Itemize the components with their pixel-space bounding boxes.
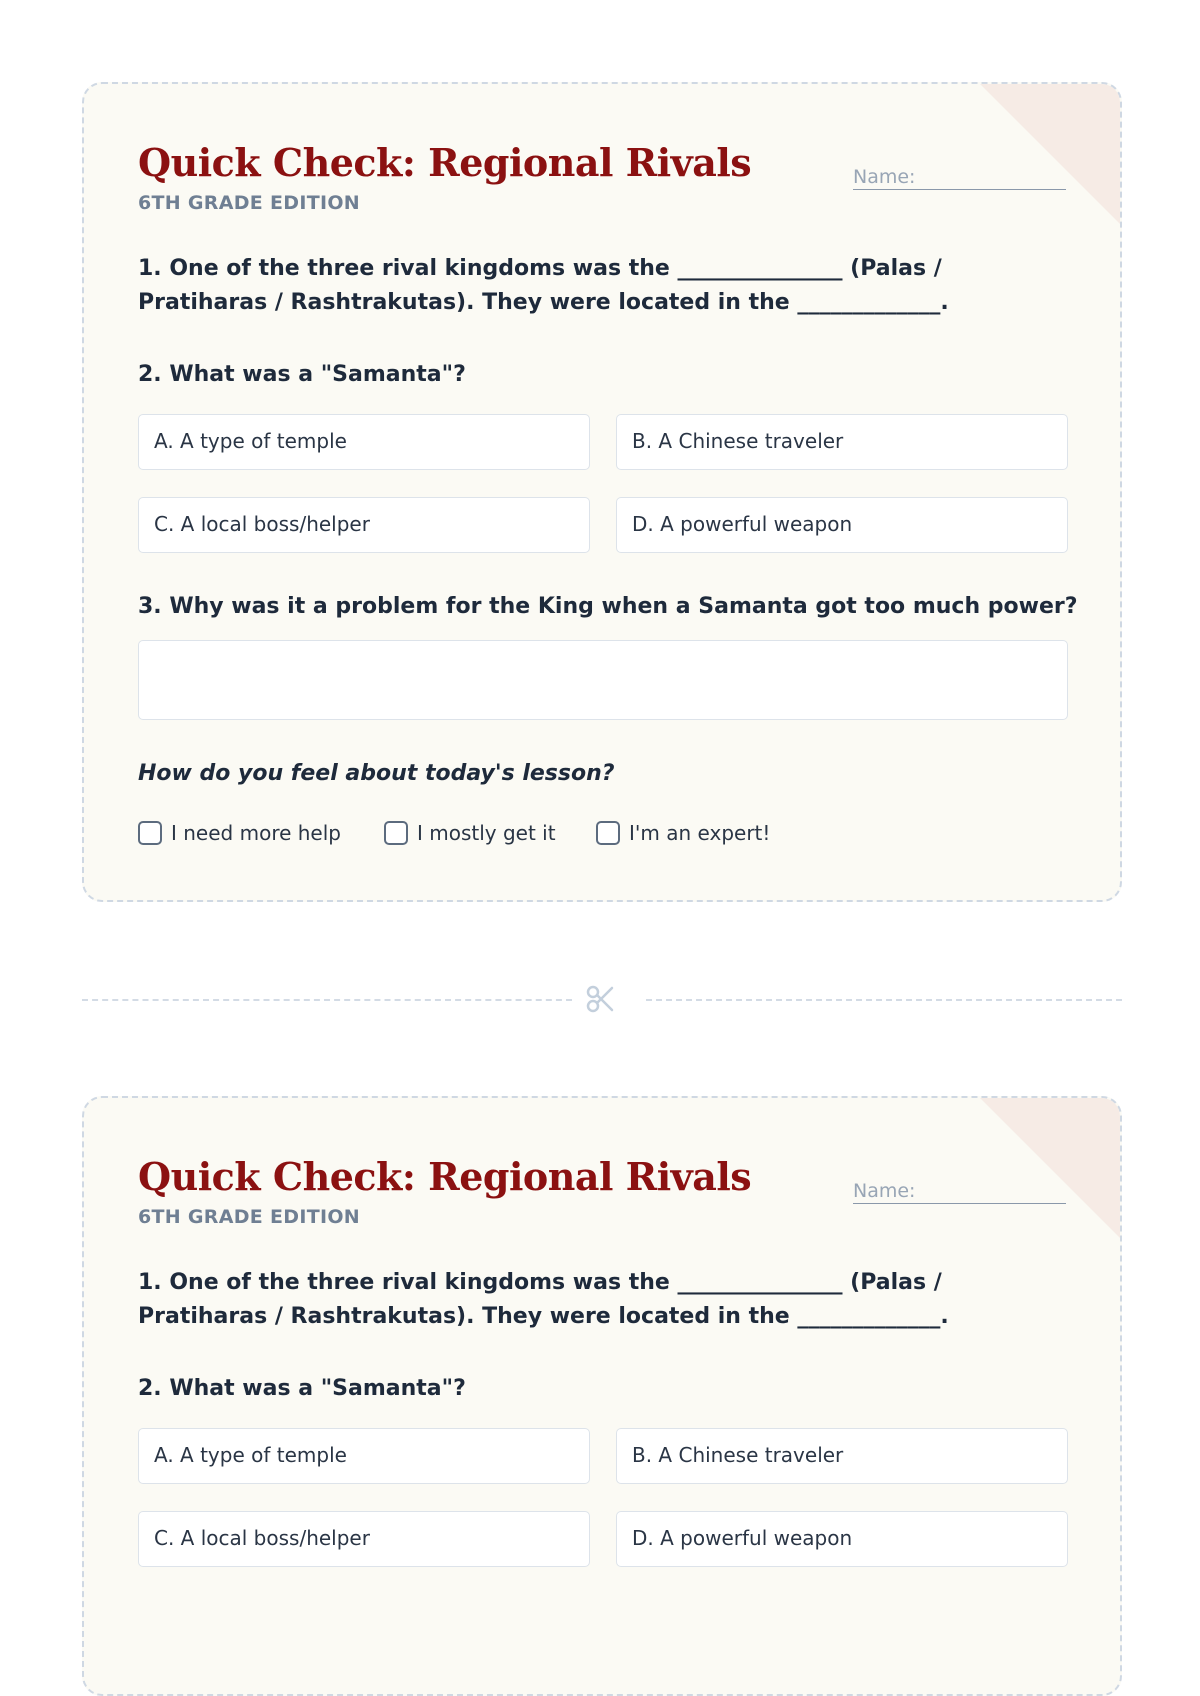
option-c[interactable]: C. A local boss/helper [138, 1511, 590, 1567]
feeling-option-need-help[interactable] [138, 819, 341, 847]
question-2: 2. What was a "Samanta"? [138, 1376, 466, 1401]
option-d[interactable]: D. A powerful weapon [616, 1511, 1068, 1567]
scissors-icon [585, 984, 615, 1014]
quiz-card-1 [82, 82, 1122, 902]
option-a[interactable]: A. A type of temple [138, 1428, 590, 1484]
quiz-title: Quick Check: Regional Rivals [138, 1154, 752, 1199]
quiz-title: Quick Check: Regional Rivals [138, 140, 752, 185]
question-1: 1. One of the three rival kingdoms was the _______________ (Palas / Pratiharas / Rashtrakutas). They were located in the _____________. [138, 256, 949, 315]
question-3: 3. Why was it a problem for the King when a Samanta got too much power? [138, 594, 1078, 619]
corner-decoration [980, 84, 1120, 224]
option-a[interactable]: A. A type of temple [138, 414, 590, 470]
feeling-prompt: How do you feel about today's lesson? [138, 761, 615, 786]
answer-box[interactable] [138, 640, 1068, 720]
checkbox[interactable] [384, 821, 408, 845]
cut-line-right [646, 999, 1122, 1001]
quiz-subtitle: 6TH GRADE EDITION [138, 192, 360, 214]
feeling-option-expert[interactable] [596, 819, 770, 847]
name-field[interactable]: Name: [853, 1180, 1066, 1204]
cut-line-left [82, 999, 572, 1001]
checkbox[interactable] [138, 821, 162, 845]
feeling-option-label: I need more help [171, 821, 341, 845]
question-2: 2. What was a "Samanta"? [138, 362, 466, 387]
quiz-subtitle: 6TH GRADE EDITION [138, 1206, 360, 1228]
option-b[interactable]: B. A Chinese traveler [616, 1428, 1068, 1484]
checkbox[interactable] [596, 821, 620, 845]
corner-decoration [980, 1098, 1120, 1238]
quiz-card-2 [82, 1096, 1122, 1696]
question-1: 1. One of the three rival kingdoms was the _______________ (Palas / Pratiharas / Rashtrakutas). They were located in the _____________. [138, 1270, 949, 1329]
feeling-option-mostly[interactable] [384, 819, 556, 847]
option-d[interactable]: D. A powerful weapon [616, 497, 1068, 553]
option-c[interactable]: C. A local boss/helper [138, 497, 590, 553]
feeling-option-label: I'm an expert! [629, 821, 771, 845]
option-b[interactable]: B. A Chinese traveler [616, 414, 1068, 470]
feeling-option-label: I mostly get it [417, 821, 556, 845]
name-field[interactable]: Name: [853, 166, 1066, 190]
